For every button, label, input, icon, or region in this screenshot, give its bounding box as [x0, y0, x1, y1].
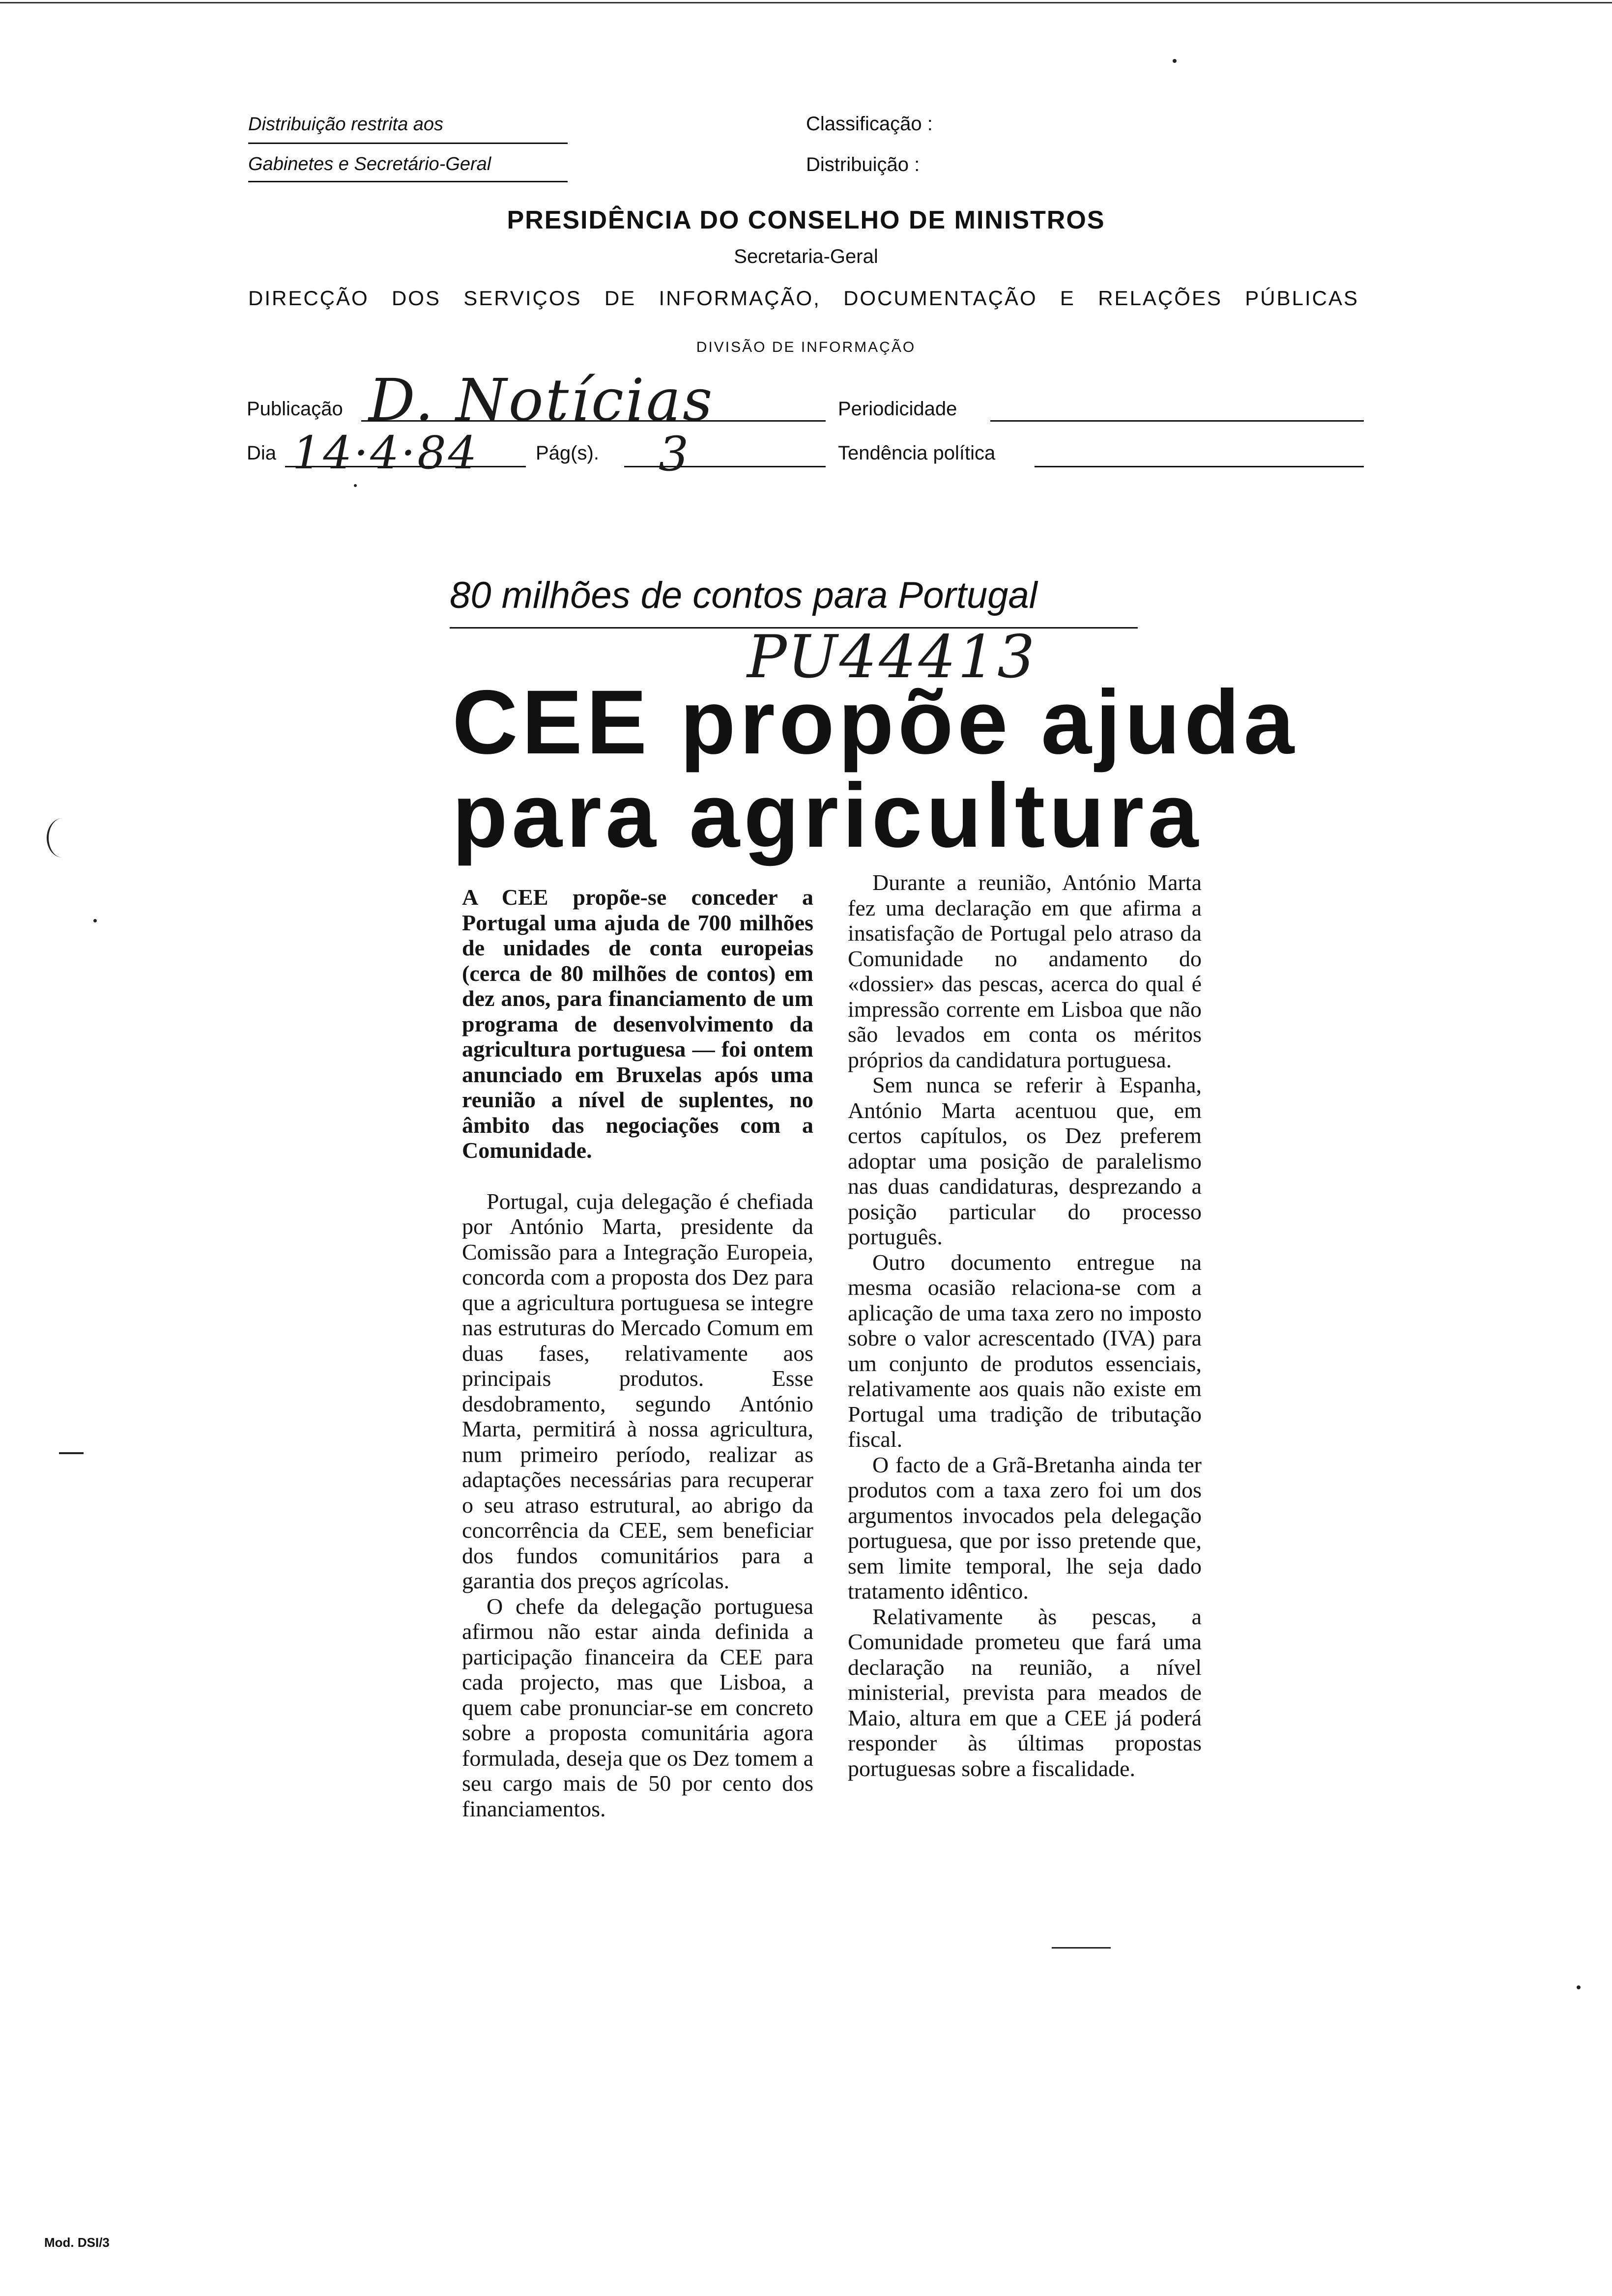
restriction-underline-1	[248, 143, 568, 144]
periodicidade-label: Periodicidade	[838, 398, 957, 420]
pags-label: Pág(s).	[536, 442, 599, 464]
restriction-underline-2	[248, 181, 568, 182]
column-2-paragraph-1: Durante a reunião, António Marta fez uma declaração em que afirma a insatisfação de Portugal pelo atraso da Comunidade no andamento do «dossier» das pescas, acerca do qual é impressão corrente em Lisboa que não são levados em conta os méritos próprios da candidatura portuguesa.	[848, 870, 1202, 1072]
column-2-paragraph-4: O facto de a Grã-Bretanha ainda ter produtos com a taxa zero foi um dos argumentos invocados pela delegação portuguesa, que por isso pretende que, sem limite temporal, lhe seja dado tratamento idêntico.	[848, 1452, 1202, 1604]
article-column-2	[848, 870, 1202, 1781]
pags-handwritten: 3	[659, 427, 691, 482]
header-directorate: DIRECÇÃO DOS SERVIÇOS DE INFORMAÇÃO, DOCUMENTAÇÃO E RELAÇÕES PÚBLICAS	[248, 287, 1359, 310]
tendencia-label: Tendência política	[838, 442, 996, 464]
pags-field-line	[624, 466, 826, 467]
scan-speck	[1577, 1985, 1581, 1989]
scan-top-border	[0, 2, 1612, 3]
archive-mark-handwritten: PU44413	[747, 623, 1037, 691]
restriction-line-1: Distribuição restrita aos	[248, 114, 444, 135]
article-end-rule	[1052, 1947, 1111, 1949]
article-column-1	[462, 885, 813, 1821]
column-2-paragraph-3: Outro documento entregue na mesma ocasião relaciona-se com a aplicação de uma taxa zero no imposto sobre o valor acrescentado (IVA) para um conjunto de produtos essenciais, relativamente aos quais não existe em Portugal uma tradição de tributação fiscal.	[848, 1249, 1202, 1452]
scan-speck	[1173, 59, 1177, 63]
dia-handwritten: 14·4·84	[292, 427, 479, 479]
publicacao-handwritten: D. Notícias	[369, 366, 715, 434]
classificacao-label: Classificação :	[806, 113, 933, 135]
periodicidade-field-line	[990, 420, 1364, 422]
column-1-lead-paragraph: A CEE propõe-se conceder a Portugal uma ajuda de 700 milhões de unidades de conta europeias (cerca de 80 milhões de contos) em dez anos, para financiamento de um programa de desenvolvimento da agricultura portuguesa — foi ontem anunciado em Bruxelas após uma reunião a nível de suplentes, no âmbito das negociações com a Comunidade.	[462, 885, 813, 1163]
scan-speck	[93, 919, 97, 922]
distribuicao-label: Distribuição :	[806, 154, 920, 175]
column-2-paragraph-5: Relativamente às pescas, a Comunidade prometeu que fará uma declaração na reunião, a nível ministerial, prevista para meados de Maio, altura em que a CEE já poderá responder às últimas propostas portuguesas sobre a fiscalidade.	[848, 1604, 1202, 1781]
article-headline-line-1: CEE propõe ajuda	[452, 672, 1298, 773]
dia-label: Dia	[247, 442, 277, 464]
article-headline-line-2: para agricultura	[452, 765, 1203, 866]
punch-hole-mark-1	[47, 818, 78, 858]
column-1-paragraph-2: Portugal, cuja delegação é chefiada por António Marta, presidente da Comissão para a Integração Europeia, concorda com a proposta dos Dez para que a agricultura portuguesa se integre nas estruturas do Mercado Comum em duas fases, relativamente aos principais produtos. Esse desdobramento, segundo António Marta, permitirá à nossa agricultura, num primeiro período, realizar as adaptações necessárias para recuperar o seu atraso estrutural, ao abrigo da concorrência da CEE, sem beneficiar dos fundos comunitários para a garantia dos preços agrícolas.	[462, 1188, 813, 1593]
column-2-paragraph-2: Sem nunca se referir à Espanha, António Marta acentuou que, em certos capítulos, os Dez preferem adoptar uma posição de paralelismo nas duas candidaturas, desprezando a posição particular do processo português.	[848, 1072, 1202, 1249]
header-subtitle: Secretaria-Geral	[734, 246, 878, 267]
article-kicker: 80 milhões de contos para Portugal	[450, 574, 1037, 616]
scan-speck	[354, 484, 357, 487]
header-division: DIVISÃO DE INFORMAÇÃO	[696, 339, 916, 355]
publicacao-label: Publicação	[247, 398, 343, 420]
restriction-line-2: Gabinetes e Secretário-Geral	[248, 154, 491, 174]
tendencia-field-line	[1035, 466, 1364, 467]
column-1-paragraph-3: O chefe da delegação portuguesa afirmou não estar ainda definida a participação financeira da CEE para cada projecto, mas que Lisboa, a quem cabe pronunciar-se em concreto sobre a proposta comunitária agora formulada, deseja que os Dez tomem a seu cargo mais de 50 por cento dos financiamentos.	[462, 1593, 813, 1821]
header-title: PRESIDÊNCIA DO CONSELHO DE MINISTROS	[507, 206, 1105, 234]
form-code: Mod. DSI/3	[44, 2235, 110, 2250]
punch-hole-mark-2	[59, 1452, 84, 1454]
